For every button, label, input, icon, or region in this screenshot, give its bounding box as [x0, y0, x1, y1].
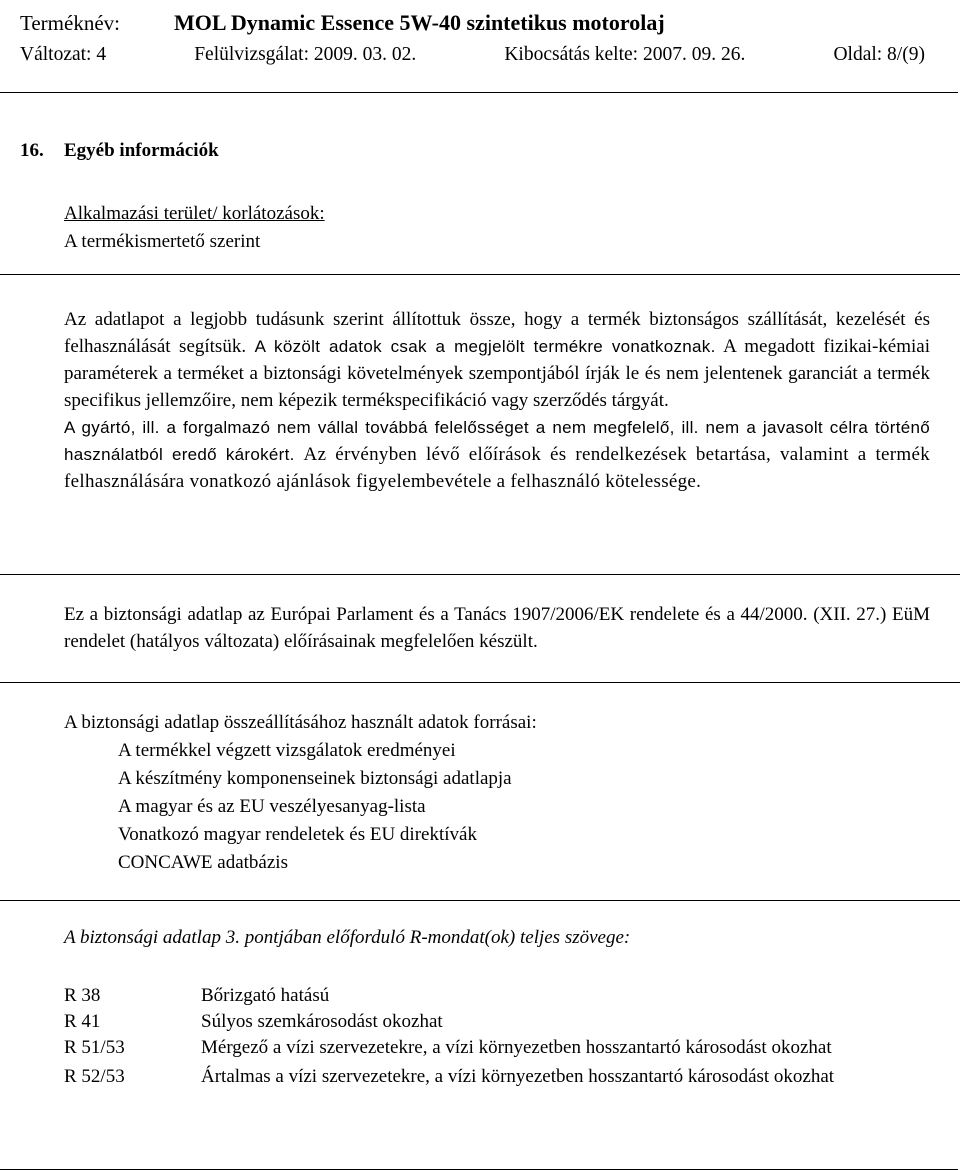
r-phrase-row: [64, 1009, 934, 1035]
revision-date: Felülvizsgálat: 2009. 03. 02.: [194, 44, 417, 65]
r-phrase-code: R 51/53: [64, 1037, 125, 1058]
r-phrase-text: Ártalmas a vízi szervezetekre, a vízi környezetben hosszantartó károsodást okozhat: [201, 1066, 835, 1087]
list-item: Vonatkozó magyar rendeletek és EU direktívák: [118, 824, 477, 845]
r-phrase-code: R 52/53: [64, 1066, 125, 1087]
page-number: Oldal: 8/(9): [833, 44, 925, 65]
product-name: MOL Dynamic Essence 5W-40 szintetikus motorolaj: [174, 10, 665, 35]
r-phrase-row: [64, 1064, 934, 1090]
list-item: A termékkel végzett vizsgálatok eredményei: [118, 740, 456, 761]
divider: [0, 574, 960, 575]
regulation-text: [64, 601, 930, 655]
section-title: Egyéb információk: [64, 140, 219, 161]
sources-block: [64, 709, 930, 737]
product-name-label: Terméknév:: [20, 11, 120, 35]
divider: [0, 900, 960, 901]
r-phrase-row: [64, 983, 934, 1009]
version: Változat: 4: [20, 44, 107, 65]
section-heading: [20, 140, 219, 162]
disclaimer-p1-sans: A közölt adatok csak a megjelölt termékre vonatkoznak.: [254, 337, 716, 356]
disclaimer-p3-serif: Az érvényben lévő előírások és rendelkezések betartása, valamint a termék felhasználására vonatkozó ajánlások figyelembevétele a felhasználó kötelessége.: [64, 444, 930, 492]
r-phrase-code: R 38: [64, 985, 101, 1006]
list-item: CONCAWE adatbázis: [118, 852, 288, 873]
sources-title: A biztonsági adatlap összeállításához használt adatok forrásai:: [64, 712, 537, 733]
application-label: Alkalmazási terület/ korlátozások:: [64, 203, 325, 224]
regulation-paragraph: Ez a biztonsági adatlap az Európai Parlament és a Tanács 1907/2006/EK rendelete és a 44/2000. (XII. 27.) EüM rendelet (hatályos változata) előírásainak megfelelően készült.: [64, 604, 930, 652]
application-block: [64, 200, 930, 256]
sources-list: [118, 737, 512, 877]
disclaimer-text: [64, 306, 930, 495]
product-name-line: [20, 10, 940, 44]
divider: [0, 274, 960, 275]
r-phrase-text: Bőrizgató hatású: [201, 985, 330, 1006]
application-value: A termékismertető szerint: [64, 231, 261, 252]
r-phrase-code: R 41: [64, 1011, 101, 1032]
r-phrases-table: [64, 983, 934, 1090]
disclaimer-p2-serif: A megadott fizikai-kémiai paraméterek a terméket a biztonsági követelmények szempontjából írják le és nem jelentenek garanciát a termék specifikus jellemzőire, nem képezik termékspecifikáció vagy szerződés tárgyát.: [64, 336, 930, 411]
section-number: 16.: [20, 140, 44, 161]
disclaimer-p1: Az adatlapot a legjobb tudásunk szerint állítottuk össze, hogy a termék biztonságos szállítását, kezelését és felhasználását segítsük.: [64, 309, 930, 357]
disclaimer-p3: A gyártó, ill. a forgalmazó nem vállal továbbá felelősséget a nem megfelelő, ill. nem a javasolt célra történő használatból eredő károkért.: [64, 418, 930, 464]
document-meta-line: [20, 44, 925, 66]
r-phrase-text: Súlyos szemkárosodást okozhat: [201, 1011, 443, 1032]
r-phrase-text: Mérgező a vízi szervezetekre, a vízi környezetben hosszantartó károsodást okozhat: [201, 1037, 832, 1058]
list-item: A magyar és az EU veszélyesanyag-lista: [118, 796, 426, 817]
list-item: A készítmény komponenseinek biztonsági adatlapja: [118, 768, 512, 789]
r-phrase-row: [64, 1035, 934, 1061]
document-header: [20, 10, 940, 66]
r-phrases-title: A biztonsági adatlap 3. pontjában előforduló R-mondat(ok) teljes szövege:: [64, 927, 631, 948]
divider: [0, 682, 960, 683]
issue-date: Kibocsátás kelte: 2007. 09. 26.: [504, 44, 746, 65]
